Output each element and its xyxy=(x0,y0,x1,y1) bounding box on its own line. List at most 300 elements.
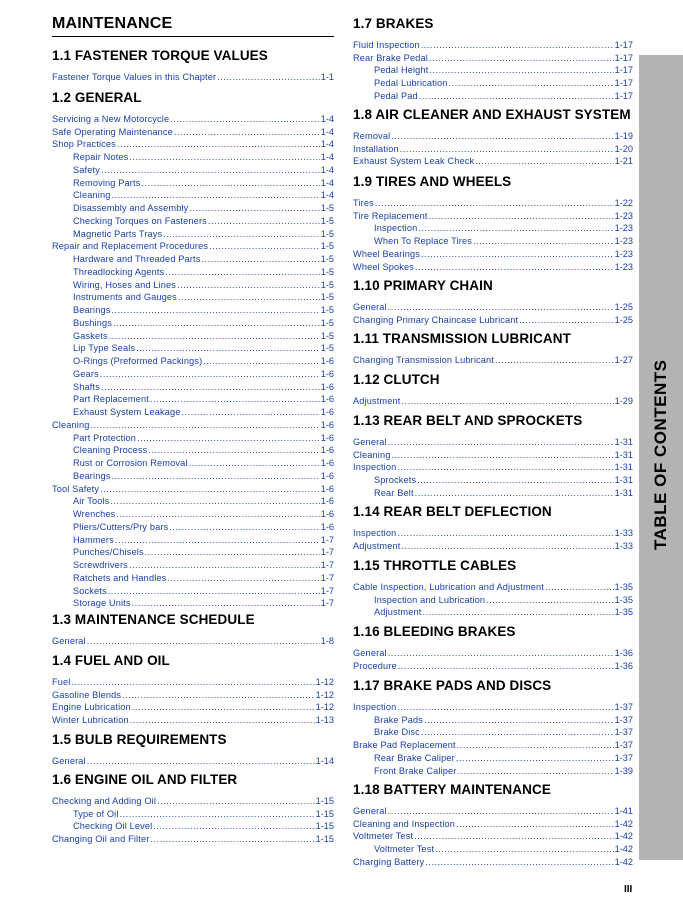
toc-entry-page: 1-7 xyxy=(320,598,334,609)
dot-leader xyxy=(425,857,613,868)
dot-leader xyxy=(418,223,613,234)
toc-entry-page: 1-36 xyxy=(614,660,633,671)
toc-entry-label: Removal xyxy=(353,130,391,141)
toc-entry-label: Wheel Bearings xyxy=(353,248,420,259)
toc-link-wheel-bearings[interactable] xyxy=(353,247,633,260)
toc-link-hardware-and-threaded-parts[interactable] xyxy=(52,252,334,265)
toc-link-screwdrivers[interactable] xyxy=(52,558,334,571)
toc-entry-label: Front Brake Caliper xyxy=(374,765,457,776)
dot-leader xyxy=(545,582,614,593)
toc-link-inspection[interactable] xyxy=(353,222,633,235)
toc-section xyxy=(353,371,633,407)
toc-entry-page: 1-7 xyxy=(320,534,334,545)
dot-leader xyxy=(169,522,319,533)
dot-leader xyxy=(449,78,614,89)
toc-entry-page: 1-6 xyxy=(320,445,334,456)
toc-entry-page: 1-1 xyxy=(320,71,334,82)
dot-leader xyxy=(115,535,320,546)
toc-entry-label: Rear Brake Pedal xyxy=(353,52,428,63)
toc-link-sprockets[interactable] xyxy=(353,473,633,486)
toc-entry-label: Inspection and Lubrication xyxy=(374,594,486,605)
toc-entry-page: 1-4 xyxy=(320,190,334,201)
toc-entry-label: Gaskets xyxy=(73,330,108,341)
toc-link-when-to-replace-tires[interactable] xyxy=(353,234,633,247)
toc-link-gasoline-blends[interactable] xyxy=(52,688,334,701)
toc-entry-label: Type of Oil xyxy=(73,808,119,819)
toc-link-checking-oil-level[interactable] xyxy=(52,820,334,833)
toc-entry-label: Shop Practices xyxy=(52,139,116,150)
toc-link-o-rings-preformed-packings[interactable] xyxy=(52,354,334,367)
toc-entry-page: 1-6 xyxy=(320,470,334,481)
dot-leader xyxy=(429,65,613,76)
dot-leader xyxy=(401,396,613,407)
section-heading: 1.16 BLEEDING BRAKES xyxy=(353,624,516,639)
toc-entry-page: 1-17 xyxy=(614,90,633,101)
toc-link-wheel-spokes[interactable] xyxy=(353,260,633,273)
toc-link-part-protection[interactable] xyxy=(52,431,334,444)
toc-entry-list xyxy=(353,580,633,618)
toc-entry-list xyxy=(353,196,633,273)
toc-entry-page: 1-6 xyxy=(320,483,334,494)
toc-entry-label: Brake Disc xyxy=(374,727,420,738)
toc-entry-page: 1-4 xyxy=(320,152,334,162)
toc-section xyxy=(52,771,334,845)
dot-leader xyxy=(388,648,614,659)
toc-entry-label: Adjustment xyxy=(374,607,422,618)
toc-link-general[interactable] xyxy=(353,804,633,817)
toc-link-cleaning[interactable] xyxy=(52,189,334,202)
toc-entry-label: Disassembly and Assembly xyxy=(73,203,189,213)
toc-link-brake-disc[interactable] xyxy=(353,726,633,739)
toc-entry-label: Safe Operating Maintenance xyxy=(52,126,173,137)
toc-link-removal[interactable] xyxy=(353,129,633,142)
toc-entry-page: 1-7 xyxy=(320,572,334,583)
toc-entry-list xyxy=(353,526,633,552)
toc-entry-page: 1-5 xyxy=(320,305,334,315)
toc-entry-page: 1-42 xyxy=(614,831,633,842)
dot-leader xyxy=(110,496,319,507)
toc-entry-page: 1-36 xyxy=(614,647,633,658)
toc-entry-page: 1-15 xyxy=(315,821,334,832)
dot-leader xyxy=(129,560,320,571)
toc-entry-list xyxy=(353,435,633,499)
dot-leader xyxy=(117,139,320,150)
toc-entry-label: Adjustment xyxy=(353,540,401,551)
dot-leader xyxy=(398,661,614,672)
toc-link-rear-belt[interactable] xyxy=(353,486,633,499)
toc-link-tool-safety[interactable] xyxy=(52,482,334,495)
toc-link-bearings[interactable] xyxy=(52,303,334,316)
toc-entry-label: Tire Replacement xyxy=(353,210,428,221)
toc-link-pliers-cutters-pry-bars[interactable] xyxy=(52,520,334,533)
toc-link-wiring-hoses-and-lines[interactable] xyxy=(52,278,334,291)
toc-entry-list xyxy=(52,70,334,83)
toc-link-cleaning-process[interactable] xyxy=(52,444,334,457)
toc-link-storage-units[interactable] xyxy=(52,597,334,610)
toc-entry-label: Checking Torques on Fasteners xyxy=(73,215,207,226)
toc-entry-page: 1-17 xyxy=(614,39,633,50)
toc-entry-label: Changing Oil and Filter xyxy=(52,834,150,844)
toc-entry-label: O-Rings (Preformed Packings) xyxy=(73,356,203,366)
toc-link-cleaning-and-inspection[interactable] xyxy=(353,817,633,830)
toc-link-cleaning[interactable] xyxy=(353,448,633,461)
dot-leader xyxy=(217,72,320,83)
toc-entry-page: 1-7 xyxy=(320,547,334,558)
toc-entry-page: 1-33 xyxy=(614,527,633,538)
toc-entry-label: Rust or Corrosion Removal xyxy=(73,458,188,468)
toc-link-tire-replacement[interactable] xyxy=(353,209,633,222)
toc-entry-page: 1-12 xyxy=(315,676,334,687)
dot-leader xyxy=(174,127,320,138)
toc-link-fuel[interactable] xyxy=(52,675,334,688)
toc-entry-label: Fuel xyxy=(52,676,71,687)
toc-entry-label: Cleaning xyxy=(353,449,391,460)
toc-entry-page: 1-23 xyxy=(614,210,633,221)
dot-leader xyxy=(391,131,613,142)
toc-link-procedure[interactable] xyxy=(353,659,633,672)
dot-leader xyxy=(167,573,319,584)
toc-entry-page: 1-42 xyxy=(614,856,633,867)
toc-link-repair-and-replacement-procedures[interactable] xyxy=(52,240,334,253)
toc-entry-label: Part Protection xyxy=(73,432,137,443)
dot-leader xyxy=(201,254,319,265)
dot-leader xyxy=(397,462,613,473)
toc-link-cleaning[interactable] xyxy=(52,418,334,431)
toc-section xyxy=(353,503,633,552)
dot-leader xyxy=(163,229,319,240)
toc-entry-label: General xyxy=(353,301,387,312)
dot-leader xyxy=(111,305,319,316)
toc-entry-label: Procedure xyxy=(353,660,397,671)
toc-entry-label: Hammers xyxy=(73,534,114,545)
toc-section xyxy=(52,611,334,647)
toc-entry-label: When To Replace Tires xyxy=(374,236,472,246)
toc-entry-page: 1-5 xyxy=(320,241,334,252)
toc-entry-label: Gasoline Blends xyxy=(52,689,122,700)
toc-entry-label: Exhaust System Leak Check xyxy=(353,156,475,167)
toc-link-adjustment[interactable] xyxy=(353,539,633,552)
toc-entry-page: 1-23 xyxy=(614,261,633,272)
toc-entry-page: 1-37 xyxy=(614,714,633,725)
toc-link-removing-parts[interactable] xyxy=(52,176,334,189)
toc-link-general[interactable] xyxy=(52,634,334,647)
toc-entry-list xyxy=(52,794,334,845)
toc-link-inspection-and-lubrication[interactable] xyxy=(353,593,633,606)
dot-leader xyxy=(400,144,614,155)
toc-section xyxy=(52,47,334,83)
dot-leader xyxy=(170,114,319,125)
toc-link-cable-inspection-lubrication-and-adjustment[interactable] xyxy=(353,580,633,593)
dot-leader xyxy=(71,677,314,688)
toc-entry-page: 1-29 xyxy=(614,395,633,406)
toc-link-general[interactable] xyxy=(353,435,633,448)
toc-entry-label: Sockets xyxy=(73,585,107,596)
dot-leader xyxy=(137,433,320,444)
toc-link-inspection[interactable] xyxy=(353,526,633,539)
toc-link-gears[interactable] xyxy=(52,367,334,380)
toc-section xyxy=(52,652,334,726)
dot-leader xyxy=(415,262,614,273)
toc-link-charging-battery[interactable] xyxy=(353,855,633,868)
toc-entry-label: Cleaning and Inspection xyxy=(353,818,456,829)
toc-link-front-brake-caliper[interactable] xyxy=(353,764,633,777)
dot-leader xyxy=(375,198,614,209)
toc-link-adjustment[interactable] xyxy=(353,606,633,619)
toc-link-wrenches[interactable] xyxy=(52,507,334,520)
toc-entry-label: Bearings xyxy=(73,305,111,315)
toc-link-exhaust-system-leak-check[interactable] xyxy=(353,155,633,168)
dot-leader xyxy=(208,216,320,227)
toc-entry-label: Changing Primary Chaincase Lubricant xyxy=(353,314,519,325)
toc-entry-page: 1-23 xyxy=(614,223,633,234)
toc-link-general[interactable] xyxy=(52,754,334,767)
toc-link-repair-notes[interactable] xyxy=(52,150,334,163)
toc-entry-page: 1-5 xyxy=(320,254,334,264)
section-heading: 1.8 AIR CLEANER AND EXHAUST SYSTEM xyxy=(353,107,631,122)
toc-link-lip-type-seals[interactable] xyxy=(52,342,334,355)
toc-link-instruments-and-gauges[interactable] xyxy=(52,291,334,304)
toc-entry-label: Winter Lubrication xyxy=(52,715,129,725)
toc-link-pedal-pad[interactable] xyxy=(353,89,633,102)
toc-link-general[interactable] xyxy=(353,646,633,659)
section-heading: 1.17 BRAKE PADS AND DISCS xyxy=(353,678,552,693)
toc-section xyxy=(353,412,633,499)
toc-entry-label: Cable Inspection, Lubrication and Adjustment xyxy=(353,581,544,592)
toc-link-part-replacement[interactable] xyxy=(52,393,334,406)
dot-leader xyxy=(177,280,320,291)
toc-link-magnetic-parts-trays[interactable] xyxy=(52,227,334,240)
toc-link-installation[interactable] xyxy=(353,142,633,155)
toc-entry-page: 1-14 xyxy=(315,755,334,766)
toc-entry-label: Rear Belt xyxy=(374,487,414,498)
toc-entry-page: 1-21 xyxy=(614,156,633,167)
toc-entry-page: 1-5 xyxy=(320,330,334,341)
toc-link-type-of-oil[interactable] xyxy=(52,807,334,820)
toc-link-exhaust-system-leakage[interactable] xyxy=(52,405,334,418)
toc-link-punches-chisels[interactable] xyxy=(52,546,334,559)
toc-entry-label: Cleaning xyxy=(52,419,90,430)
dot-leader xyxy=(388,302,614,313)
toc-entry-label: Pedal Lubrication xyxy=(374,78,448,88)
toc-entry-page: 1-19 xyxy=(614,130,633,141)
dot-leader xyxy=(165,267,319,278)
toc-entry-label: Cleaning Process xyxy=(73,445,148,456)
toc-entry-label: Rear Brake Caliper xyxy=(374,752,455,763)
toc-entry-label: Inspection xyxy=(353,462,397,473)
dot-leader xyxy=(414,831,613,842)
toc-entry-page: 1-41 xyxy=(614,805,633,816)
toc-link-brake-pad-replacement[interactable] xyxy=(353,738,633,751)
toc-entry-page: 1-5 xyxy=(320,266,334,277)
dot-leader xyxy=(209,241,320,252)
toc-entry-page: 1-31 xyxy=(614,462,633,473)
toc-link-bearings[interactable] xyxy=(52,469,334,482)
toc-entry-page: 1-4 xyxy=(320,164,334,175)
toc-entry-page: 1-6 xyxy=(320,521,334,532)
section-heading: 1.10 PRIMARY CHAIN xyxy=(353,278,493,293)
section-heading: 1.18 BATTERY MAINTENANCE xyxy=(353,782,551,797)
toc-link-general[interactable] xyxy=(353,300,633,313)
toc-entry-page: 1-6 xyxy=(320,368,334,379)
toc-link-winter-lubrication[interactable] xyxy=(52,713,334,726)
toc-link-servicing-a-new-motorcycle[interactable] xyxy=(52,112,334,125)
toc-link-shafts[interactable] xyxy=(52,380,334,393)
toc-entry-label: Changing Transmission Lubricant xyxy=(353,354,495,365)
toc-link-threadlocking-agents[interactable] xyxy=(52,265,334,278)
toc-link-inspection[interactable] xyxy=(353,700,633,713)
toc-link-tires[interactable] xyxy=(353,196,633,209)
toc-link-changing-oil-and-filter[interactable] xyxy=(52,832,334,845)
toc-entry-list xyxy=(52,634,334,647)
dot-leader xyxy=(401,541,613,552)
dot-leader xyxy=(421,249,614,260)
toc-entry-list xyxy=(353,129,633,167)
dot-leader xyxy=(475,156,613,167)
toc-link-rust-or-corrosion-removal[interactable] xyxy=(52,456,334,469)
toc-entry-label: Charging Battery xyxy=(353,856,425,867)
section-heading: 1.9 TIRES AND WHEELS xyxy=(353,174,512,189)
toc-link-ratchets-and-handles[interactable] xyxy=(52,571,334,584)
toc-link-rear-brake-caliper[interactable] xyxy=(353,751,633,764)
toc-link-sockets[interactable] xyxy=(52,584,334,597)
dot-leader xyxy=(150,834,314,845)
dot-leader xyxy=(429,211,614,222)
toc-entry-page: 1-15 xyxy=(315,834,334,844)
toc-link-voltmeter-test[interactable] xyxy=(353,830,633,843)
toc-entry-page: 1-37 xyxy=(614,727,633,738)
toc-link-brake-pads[interactable] xyxy=(353,713,633,726)
toc-entry-page: 1-6 xyxy=(320,496,334,507)
page-title: MAINTENANCE xyxy=(52,15,334,37)
toc-entry-label: Inspection xyxy=(353,701,397,712)
toc-entry-page: 1-15 xyxy=(315,795,334,806)
dot-leader xyxy=(388,437,614,448)
toc-entry-page: 1-6 xyxy=(320,356,334,366)
toc-link-shop-practices[interactable] xyxy=(52,138,334,151)
dot-leader xyxy=(87,636,320,647)
toc-entry-page: 1-5 xyxy=(320,292,334,303)
toc-entry-label: Wiring, Hoses and Lines xyxy=(73,279,177,290)
toc-entry-label: Air Tools xyxy=(73,496,110,507)
toc-link-fluid-inspection[interactable] xyxy=(353,38,633,51)
dot-leader xyxy=(391,450,613,461)
dot-leader xyxy=(153,821,314,832)
toc-entry-label: Bearings xyxy=(73,470,111,481)
dot-leader xyxy=(87,756,315,767)
toc-link-checking-torques-on-fasteners[interactable] xyxy=(52,214,334,227)
toc-entry-label: Part Replacement xyxy=(73,394,149,405)
toc-entry-list xyxy=(353,804,633,868)
toc-entry-page: 1-6 xyxy=(320,407,334,417)
dot-leader xyxy=(424,715,614,726)
toc-link-safety[interactable] xyxy=(52,163,334,176)
toc-entry-label: Pedal Pad xyxy=(374,90,418,101)
toc-entry-page: 1-31 xyxy=(614,487,633,498)
toc-link-changing-primary-chaincase-lubricant[interactable] xyxy=(353,313,633,326)
toc-entry-page: 1-13 xyxy=(315,715,334,725)
toc-entry-page: 1-37 xyxy=(614,701,633,712)
toc-link-hammers[interactable] xyxy=(52,533,334,546)
toc-entry-label: Fluid Inspection xyxy=(353,39,420,50)
section-heading: 1.12 CLUTCH xyxy=(353,372,440,387)
toc-entry-page: 1-6 xyxy=(320,394,334,405)
toc-link-voltmeter-test[interactable] xyxy=(353,842,633,855)
dot-leader xyxy=(150,394,320,405)
dot-leader xyxy=(100,484,320,495)
dot-leader xyxy=(178,292,320,303)
toc-section xyxy=(353,15,633,102)
dot-leader xyxy=(136,343,320,354)
toc-entry-label: Installation xyxy=(353,143,399,154)
dot-leader xyxy=(108,586,320,597)
toc-link-disassembly-and-assembly[interactable] xyxy=(52,201,334,214)
toc-link-engine-lubrication[interactable] xyxy=(52,701,334,714)
toc-entry-page: 1-4 xyxy=(320,126,334,137)
toc-entry-page: 1-6 xyxy=(320,381,334,392)
dot-leader xyxy=(486,595,613,606)
toc-entry-label: General xyxy=(353,805,387,816)
dot-leader xyxy=(111,190,319,201)
toc-section xyxy=(353,173,633,273)
toc-link-rear-brake-pedal[interactable] xyxy=(353,51,633,64)
toc-entry-label: Ratchets and Handles xyxy=(73,572,167,583)
toc-entry-page: 1-6 xyxy=(320,509,334,519)
dot-leader xyxy=(388,806,614,817)
dot-leader xyxy=(397,702,613,713)
side-tab-label: TABLE OF CONTENTS xyxy=(651,359,670,550)
dot-leader xyxy=(458,766,614,777)
dot-leader xyxy=(519,315,613,326)
toc-link-checking-and-adding-oil[interactable] xyxy=(52,794,334,807)
toc-link-air-tools[interactable] xyxy=(52,495,334,508)
toc-entry-label: Storage Units xyxy=(73,598,131,609)
toc-link-bushings[interactable] xyxy=(52,316,334,329)
dot-leader xyxy=(435,844,613,855)
toc-link-changing-transmission-lubricant[interactable] xyxy=(353,353,633,366)
toc-link-gaskets[interactable] xyxy=(52,329,334,342)
toc-section xyxy=(52,731,334,767)
dot-leader xyxy=(111,471,319,482)
toc-link-adjustment[interactable] xyxy=(353,394,633,407)
toc-entry-label: Brake Pad Replacement xyxy=(353,740,456,750)
dot-leader xyxy=(421,727,614,738)
dot-leader xyxy=(417,475,613,486)
toc-link-safe-operating-maintenance[interactable] xyxy=(52,125,334,138)
dot-leader xyxy=(419,91,614,102)
dot-leader xyxy=(429,53,614,64)
toc-entry-label: Tires xyxy=(353,197,374,208)
toc-entry-page: 1-33 xyxy=(614,540,633,551)
dot-leader xyxy=(203,356,319,367)
toc-entry-list xyxy=(52,112,334,609)
toc-link-fastener-torque-values-in-this-chapter[interactable] xyxy=(52,70,334,83)
toc-link-pedal-lubrication[interactable] xyxy=(353,76,633,89)
dot-leader xyxy=(457,740,614,751)
toc-link-pedal-height[interactable] xyxy=(353,64,633,77)
toc-entry-label: Bushings xyxy=(73,317,112,328)
dot-leader xyxy=(148,445,319,456)
toc-entry-page: 1-6 xyxy=(320,458,334,468)
toc-entry-page: 1-12 xyxy=(315,689,334,700)
toc-entry-page: 1-22 xyxy=(614,197,633,208)
toc-entry-page: 1-7 xyxy=(320,560,334,570)
dot-leader xyxy=(90,420,319,431)
toc-entry-label: Shafts xyxy=(73,381,100,392)
toc-link-inspection[interactable] xyxy=(353,461,633,474)
dot-leader xyxy=(473,236,614,247)
toc-entry-label: General xyxy=(52,755,86,766)
toc-entry-label: Engine Lubrication xyxy=(52,702,131,713)
